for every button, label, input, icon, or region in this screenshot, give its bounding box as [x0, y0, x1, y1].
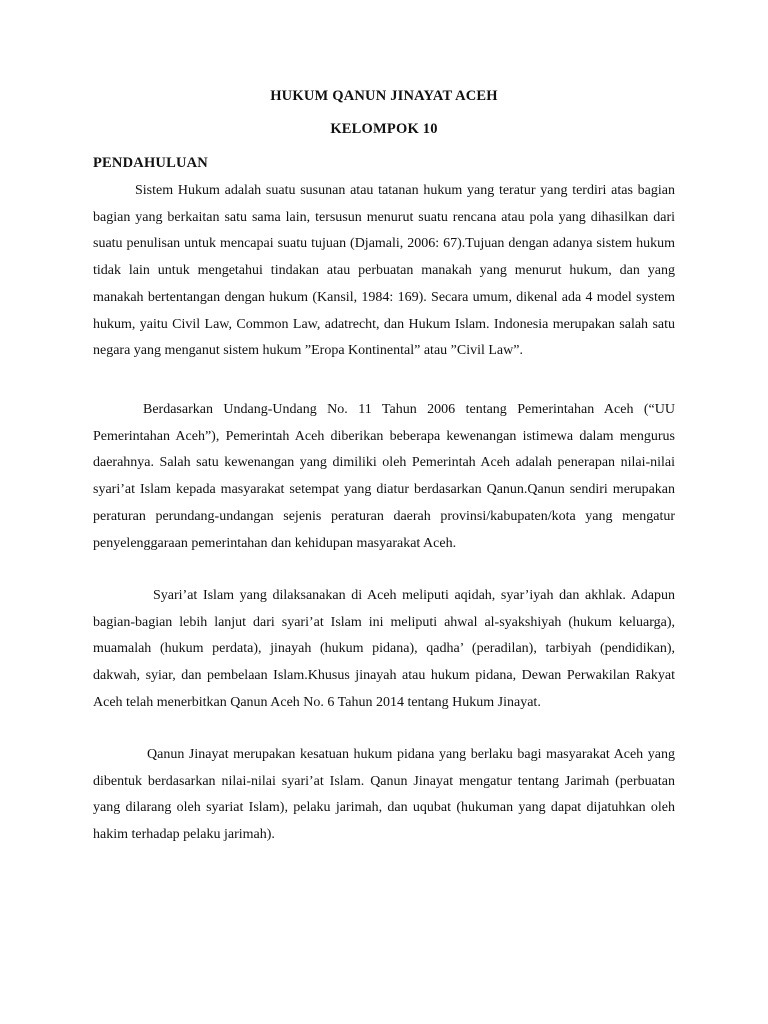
- paragraph-3: Syari’at Islam yang dilaksanakan di Aceh meliputi aqidah, syar’iyah dan akhlak. Adapun bagian-bagian lebih lanjut dari syari’at Islam ini meliputi ahwal al-syakshiyah (hukum keluarga), muamalah (hukum perdata), jinayah (hukum pidana), qadha’ (peradilan), tarbiyah (pendidikan), dakwah, syiar, dan pembelaan Islam.Khusus jinayah atau hukum pidana, Dewan Perwakilan Rakyat Aceh telah menerbitkan Qanun Aceh No. 6 Tahun 2014 tentang Hukum Jinayat.: [93, 588, 675, 710]
- group-label: KELOMPOK 10: [330, 121, 438, 137]
- paragraph-4: Qanun Jinayat merupakan kesatuan hukum pidana yang berlaku bagi masyarakat Aceh yang dibentuk berdasarkan nilai-nilai syari’at Islam. Qanun Jinayat mengatur tentang Jarimah (perbuatan yang dilarang oleh syariat Islam), pelaku jarimah, dan uqubat (hukuman yang dapat dijatuhkan oleh hakim terhadap pelaku jarimah).: [93, 747, 675, 843]
- section-heading: PENDAHULUAN: [93, 155, 208, 171]
- document-title: HUKUM QANUN JINAYAT ACEH: [270, 88, 498, 104]
- paragraph-1: Sistem Hukum adalah suatu susunan atau tatanan hukum yang teratur yang terdiri atas bagian bagian yang berkaitan satu sama lain, tersusun menurut suatu rencana atau pola yang dihasilkan dari suatu penulisan untuk mencapai suatu tujuan (Djamali, 2006: 67).Tujuan dengan adanya sistem hukum tidak lain untuk mengetahui tindakan atau perbuatan manakah yang menurut hukum, dan yang manakah bertentangan dengan hukum (Kansil, 1984: 169). Secara umum, dikenal ada 4 model system hukum, yaitu Civil Law, Common Law, adatrecht, dan Hukum Islam. Indonesia merupakan salah satu negara yang menganut sistem hukum ”Eropa Kontinental” atau ”Civil Law”.: [93, 183, 675, 359]
- paragraph-2: Berdasarkan Undang-Undang No. 11 Tahun 2006 tentang Pemerintahan Aceh (“UU Pemerintahan Aceh”), Pemerintah Aceh diberikan beberapa kewenangan istimewa dalam mengurus daerahnya. Salah satu kewenangan yang dimiliki oleh Pemerintah Aceh adalah penerapan nilai-nilai syari’at Islam kepada masyarakat setempat yang diatur berdasarkan Qanun.Qanun sendiri merupakan peraturan perundang-undangan sejenis peraturan daerah provinsi/kabupaten/kota yang mengatur penyelenggaraan pemerintahan dan kehidupan masyarakat Aceh.: [93, 402, 675, 551]
